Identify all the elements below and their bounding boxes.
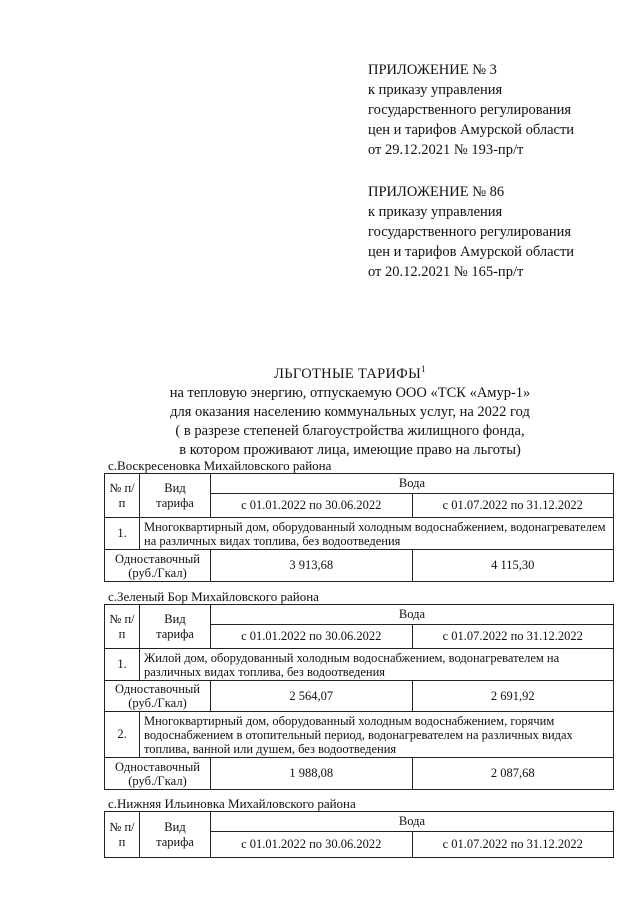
appendix-2-line: цен и тарифов Амурской области xyxy=(368,244,575,260)
header-water: Вода xyxy=(211,605,614,625)
header-num: № п/п xyxy=(105,474,140,518)
row-num: 1. xyxy=(105,649,140,681)
rate-label: Одноставочный (руб./Гкал) xyxy=(105,758,211,790)
section-caption: с.Зеленый Бор Михайловского района xyxy=(108,589,319,604)
row-description: Многоквартирный дом, оборудованный холодным водоснабжением, водонагревателем на различных видах топлива, без водоотведения xyxy=(140,518,614,550)
appendix-1-line: государственного регулирования xyxy=(368,102,572,118)
document-title-block xyxy=(120,360,580,460)
header-water: Вода xyxy=(211,812,614,832)
title-line: для оказания населению коммунальных услуг, на 2022 год xyxy=(170,403,530,420)
row-num: 2. xyxy=(105,712,140,758)
appendix-2-line: государственного регулирования xyxy=(368,224,572,240)
value-period-1: 2 564,07 xyxy=(211,681,413,712)
header-kind: Вид тарифа xyxy=(140,605,211,649)
rate-label: Одноставочный (руб./Гкал) xyxy=(105,681,211,712)
row-description: Жилой дом, оборудованный холодным водоснабжением, водонагревателем на различных видах топлива, без водоотведения xyxy=(140,649,614,681)
appendix-1-title: ПРИЛОЖЕНИЕ № 3 xyxy=(368,62,497,78)
appendix-block-2 xyxy=(368,182,628,282)
appendix-1-line: к приказу управления xyxy=(368,82,503,98)
value-period-2: 2 691,92 xyxy=(412,681,614,712)
document-title-text: ЛЬГОТНЫЕ ТАРИФЫ xyxy=(274,365,422,382)
section-voskresenovka xyxy=(104,458,614,582)
header-period-1: с 01.01.2022 по 30.06.2022 xyxy=(211,625,413,649)
value-period-2: 2 087,68 xyxy=(412,758,614,790)
header-period-1: с 01.01.2022 по 30.06.2022 xyxy=(211,832,413,858)
section-nizhnyaya-ilinovka xyxy=(104,796,614,858)
footnote-mark: 1 xyxy=(421,364,426,374)
header-num: № п/п xyxy=(105,605,140,649)
value-period-2: 4 115,30 xyxy=(412,550,614,582)
appendix-1-line: цен и тарифов Амурской области xyxy=(368,122,575,138)
tariff-table xyxy=(104,473,614,582)
value-period-1: 3 913,68 xyxy=(211,550,413,582)
document-title xyxy=(120,360,580,384)
title-line: в котором проживают лица, имеющие право на льготы) xyxy=(179,441,521,458)
appendix-1-date: от 29.12.2021 № 193-пр/т xyxy=(368,142,524,158)
header-kind: Вид тарифа xyxy=(140,812,211,858)
rate-label: Одноставочный (руб./Гкал) xyxy=(105,550,211,582)
header-water: Вода xyxy=(211,474,614,494)
appendix-2-line: к приказу управления xyxy=(368,204,503,220)
appendix-2-title: ПРИЛОЖЕНИЕ № 86 xyxy=(368,184,505,200)
header-period-2: с 01.07.2022 по 31.12.2022 xyxy=(412,625,614,649)
section-caption: с.Воскресеновка Михайловского района xyxy=(108,458,332,473)
row-description: Многоквартирный дом, оборудованный холодным водоснабжением, горячим водоснабжением в отопительный период, водонагревателем на различных видах топлива, ванной или душем, без водоотведения xyxy=(140,712,614,758)
header-kind: Вид тарифа xyxy=(140,474,211,518)
title-line: на тепловую энергию, отпускаемую ООО «ТСК «Амур-1» xyxy=(169,384,531,401)
header-period-2: с 01.07.2022 по 31.12.2022 xyxy=(412,832,614,858)
row-num: 1. xyxy=(105,518,140,550)
header-period-2: с 01.07.2022 по 31.12.2022 xyxy=(412,494,614,518)
tariff-table xyxy=(104,811,614,858)
value-period-1: 1 988,08 xyxy=(211,758,413,790)
tariff-table xyxy=(104,604,614,790)
section-zeleny-bor xyxy=(104,589,614,790)
appendix-block-1 xyxy=(368,60,628,160)
header-num: № п/п xyxy=(105,812,140,858)
appendix-2-date: от 20.12.2021 № 165-пр/т xyxy=(368,264,524,280)
header-period-1: с 01.01.2022 по 30.06.2022 xyxy=(211,494,413,518)
section-caption: с.Нижняя Ильиновка Михайловского района xyxy=(108,796,356,811)
title-line: ( в разрезе степеней благоустройства жилищного фонда, xyxy=(175,422,525,439)
